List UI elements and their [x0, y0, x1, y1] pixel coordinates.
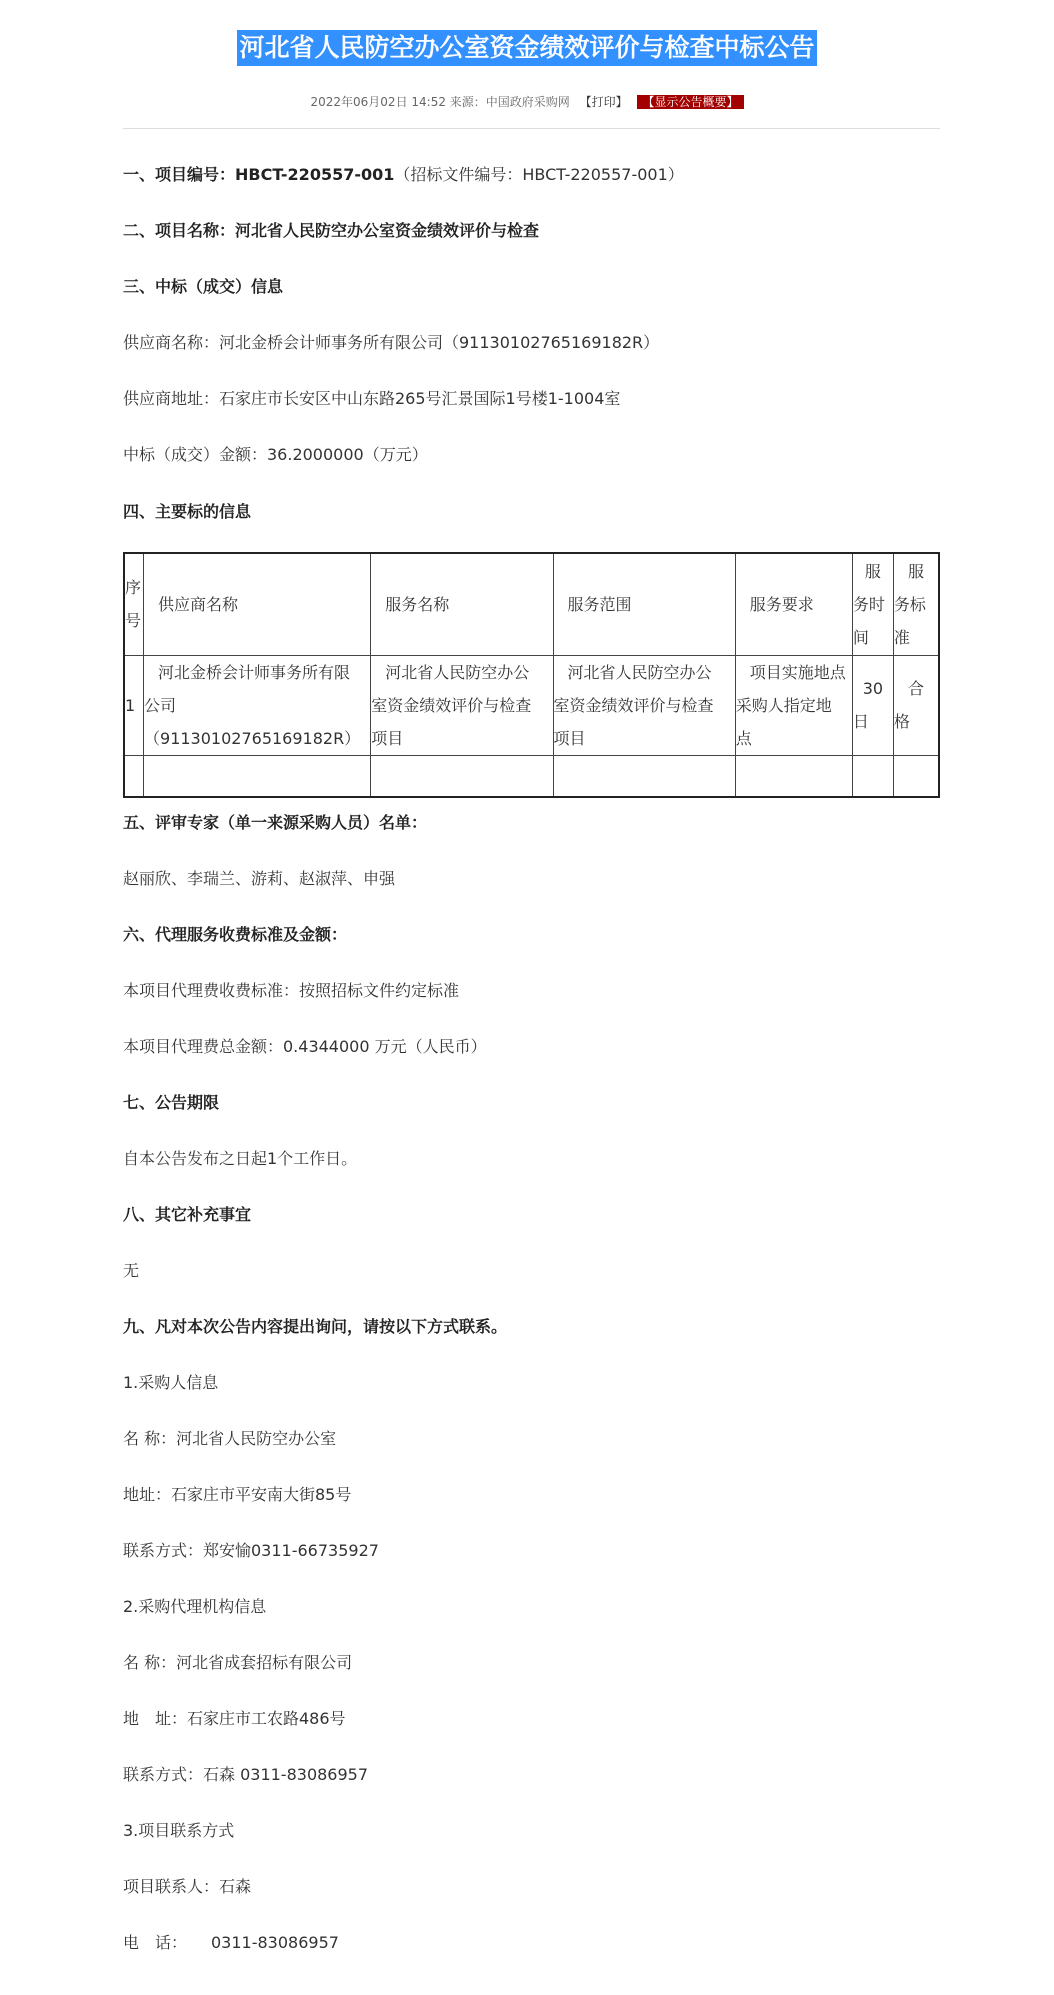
cell-text: 日 — [852, 712, 869, 731]
cell-text: 河北金桥会计师事务所有限 — [158, 662, 351, 682]
header-text: 服务名称 — [385, 594, 450, 614]
empty-cell — [893, 755, 939, 797]
subject-info-table — [123, 552, 940, 798]
table-header-row — [124, 553, 939, 655]
expert-names: 赵丽欣、李瑞兰、游莉、赵淑萍、申强 — [123, 869, 396, 888]
announcement-period: 自本公告发布之日起1个工作日。 — [123, 1149, 358, 1168]
cell-text: 河北省人民防空办公 — [567, 662, 712, 682]
header-text: 准 — [893, 627, 910, 647]
cell-text: 室资金绩效评价与检查 — [371, 695, 532, 715]
table-row-empty — [124, 755, 939, 797]
section-3-heading: 三、中标（成交）信息 — [123, 277, 284, 296]
cell-text: 项目 — [553, 728, 586, 748]
header-text: 服 — [864, 561, 881, 581]
meta-line — [0, 93, 1054, 110]
header-cell-service-standard — [893, 553, 939, 655]
project-name-heading: 二、项目名称：河北省人民防空办公室资金绩效评价与检查 — [123, 221, 540, 240]
cell-service-time — [852, 655, 893, 755]
header-text: 务标 — [893, 594, 926, 614]
empty-cell — [735, 755, 852, 797]
print-link[interactable]: 【打印】 — [579, 95, 628, 109]
header-cell-requirement — [735, 553, 852, 655]
cell-text: 项目 — [371, 728, 404, 748]
project-contact-phone: 电 话： 0311-83086957 — [123, 1933, 339, 1952]
agent-contact: 联系方式：石森 0311-83086957 — [123, 1765, 369, 1784]
cell-text: 合 — [907, 679, 924, 698]
header-cell-range — [553, 553, 735, 655]
empty-cell — [852, 755, 893, 797]
cell-text: 室资金绩效评价与检查 — [553, 695, 714, 715]
cell-range — [553, 655, 735, 755]
supplier-name: 供应商名称：河北金桥会计师事务所有限公司（91130102765169182R） — [123, 333, 660, 352]
buyer-address: 地址：石家庄市平安南大街85号 — [123, 1485, 352, 1504]
section-5-heading: 五、评审专家（单一来源采购人员）名单： — [123, 813, 428, 832]
cell-text: 30 — [862, 679, 884, 698]
agent-info-title: 2.采购代理机构信息 — [123, 1597, 267, 1616]
show-summary-button[interactable]: 【显示公告概要】 — [637, 95, 743, 109]
cell-text: （91130102765169182R） — [144, 728, 361, 748]
cell-service-standard — [893, 655, 939, 755]
header-text: 务时 — [852, 594, 885, 614]
table-row — [124, 655, 939, 755]
header-cell-supplier — [144, 553, 371, 655]
cell-text: 公司 — [144, 695, 177, 715]
section-7-heading: 七、公告期限 — [123, 1093, 220, 1112]
header-cell-service-time — [852, 553, 893, 655]
cell-text: 格 — [893, 712, 910, 731]
award-amount: 中标（成交）金额：36.2000000（万元） — [123, 445, 428, 464]
page-title: 河北省人民防空办公室资金绩效评价与检查中标公告 — [237, 30, 816, 66]
supplementary-matters: 无 — [123, 1261, 140, 1280]
empty-cell — [144, 755, 371, 797]
header-text: 服 — [907, 561, 924, 581]
cell-text: 采购人指定地 — [735, 695, 832, 715]
agency-fee-standard: 本项目代理费收费标准：按照招标文件约定标准 — [123, 981, 460, 1000]
header-text: 号 — [125, 611, 142, 631]
header-text: 服务范围 — [567, 594, 632, 614]
cell-supplier — [144, 655, 371, 755]
empty-cell — [371, 755, 553, 797]
cell-text: 项目实施地点 — [749, 662, 846, 682]
section-4-heading: 四、主要标的信息 — [123, 502, 252, 521]
cell-text: 点 — [735, 728, 752, 748]
project-contact-title: 3.项目联系方式 — [123, 1821, 235, 1840]
cell-service — [371, 655, 553, 755]
header-cell-number — [124, 553, 144, 655]
cell-requirement — [735, 655, 852, 755]
divider — [123, 128, 940, 129]
project-number-label: 一、项目编号： — [123, 165, 236, 184]
empty-cell — [553, 755, 735, 797]
tender-doc-number: （招标文件编号：HBCT-220557-001） — [394, 165, 684, 184]
header-text: 间 — [852, 627, 869, 647]
publish-date: 2022年06月02日 14:52 — [310, 95, 446, 109]
agent-name: 名 称：河北省成套招标有限公司 — [123, 1653, 353, 1672]
agent-address: 地 址：石家庄市工农路486号 — [123, 1709, 346, 1728]
supplier-address: 供应商地址：石家庄市长安区中山东路265号汇景国际1号楼1-1004室 — [123, 389, 621, 408]
buyer-contact: 联系方式：郑安愉0311-66735927 — [123, 1541, 379, 1560]
section-9-heading: 九、凡对本次公告内容提出询问，请按以下方式联系。 — [123, 1317, 508, 1336]
header-text: 序 — [125, 578, 142, 598]
project-number — [123, 163, 684, 187]
section-8-heading: 八、其它补充事宜 — [123, 1205, 252, 1224]
source-text: 来源：中国政府采购网 — [449, 95, 570, 109]
buyer-name: 名 称：河北省人民防空办公室 — [123, 1429, 337, 1448]
section-6-heading: 六、代理服务收费标准及金额： — [123, 925, 348, 944]
cell-text: 河北省人民防空办公 — [385, 662, 530, 682]
header-cell-service — [371, 553, 553, 655]
cell-number: 1 — [124, 655, 144, 755]
buyer-info-title: 1.采购人信息 — [123, 1373, 219, 1392]
empty-cell — [124, 755, 144, 797]
project-contact-person: 项目联系人：石森 — [123, 1877, 252, 1896]
header-text: 供应商名称 — [158, 594, 239, 614]
agency-fee-total: 本项目代理费总金额：0.4344000 万元（人民币） — [123, 1037, 487, 1056]
project-number-code: HBCT-220557-001 — [235, 165, 395, 184]
header-text: 服务要求 — [749, 594, 814, 614]
